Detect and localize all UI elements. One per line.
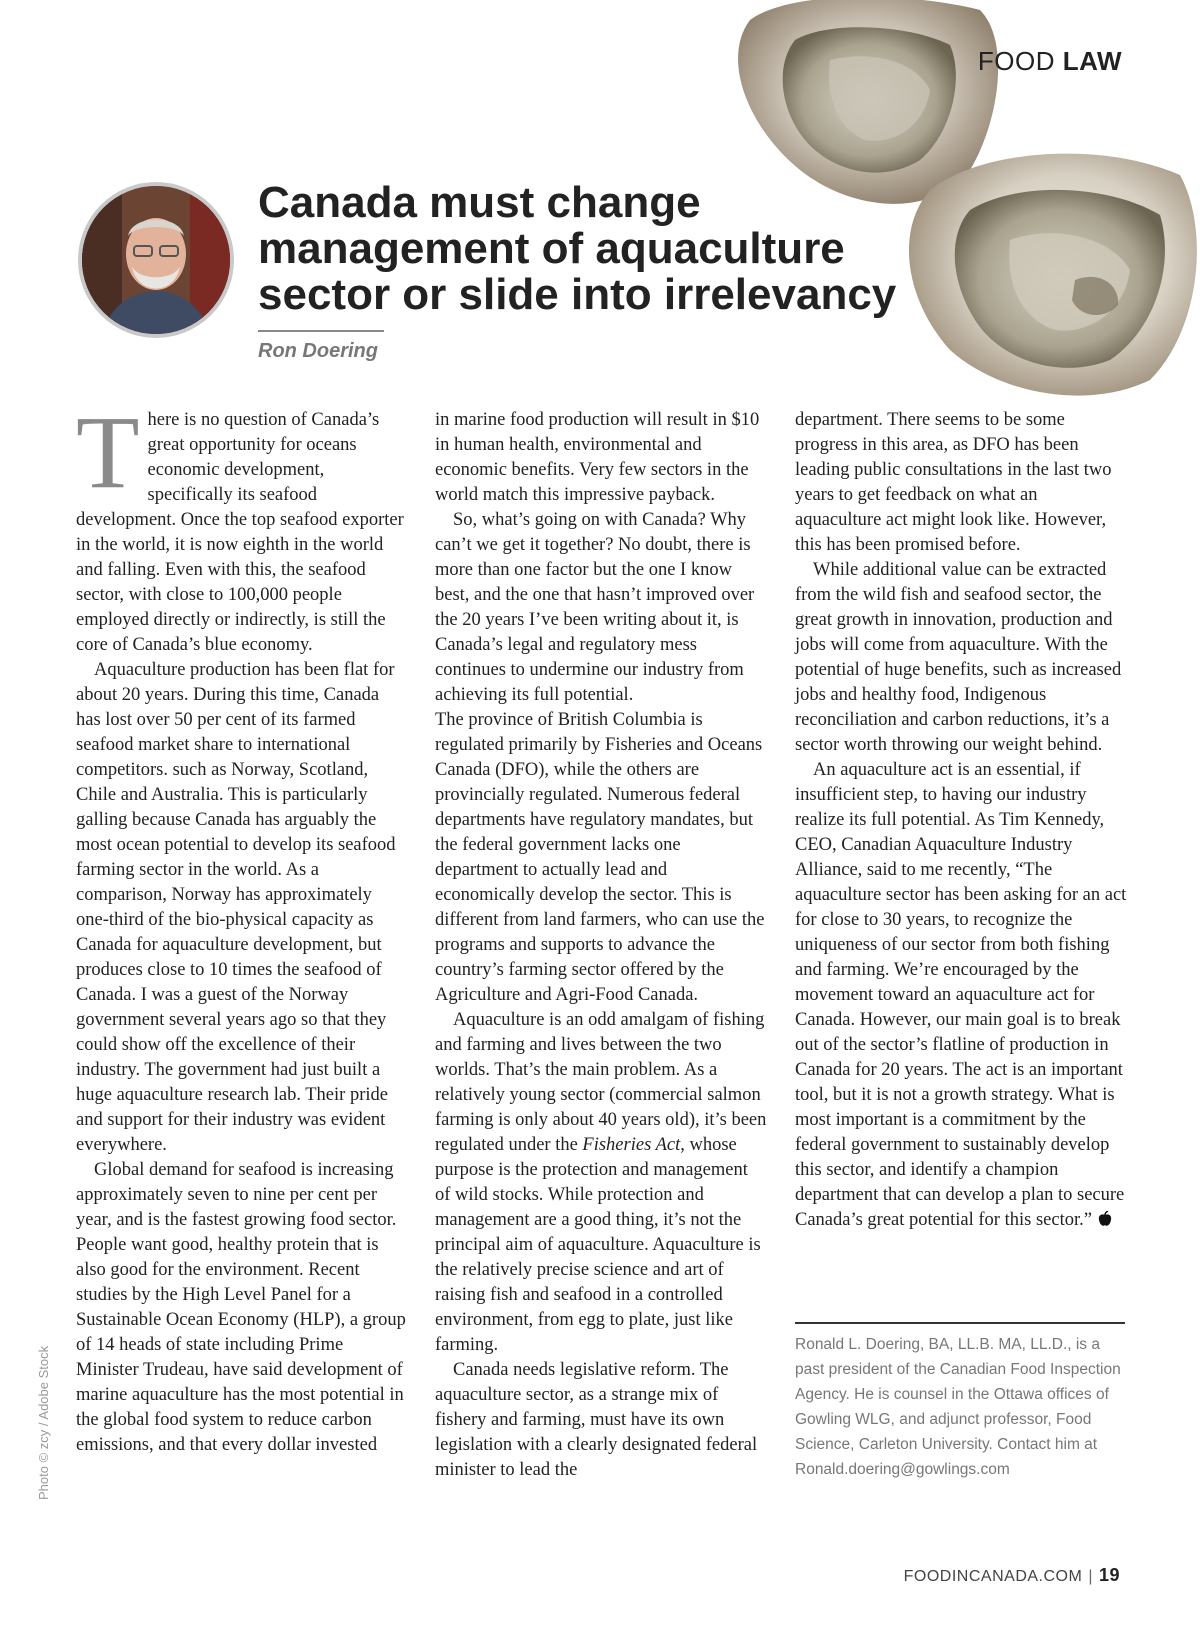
section-label-light: FOOD xyxy=(977,46,1063,76)
col2-paragraph-4 xyxy=(435,1008,767,1358)
article-byline: Ron Doering xyxy=(258,340,378,362)
article-column-2 xyxy=(435,408,767,1483)
col3-paragraph-1: department. There seems to be some progress in this area, as DFO has been leading public consultations in the last two years to get feedback on what an aquaculture act might look like. However, this has been promised before. xyxy=(795,410,1112,555)
bio-rule xyxy=(795,1322,1125,1324)
drop-cap: T xyxy=(76,395,140,510)
article-headline: Canada must change management of aquaculture sector or slide into irrelevancy xyxy=(258,178,897,319)
col3-p3-text: An aquaculture act is an essential, if insufficient step, to having our industry realize its full potential. As Tim Kennedy, CEO, Canadian Aquaculture Industry Alliance, said to me recently, “The aquaculture sector has been asking for an act for close to 30 years, to recognize the uniqueness of our sector from both fishing and farming. We’re encouraged by the movement toward an aquaculture act for Canada. However, our main goal is to break out of the sector’s flatline of production in Canada for 20 years. The act is an important tool, but it is not a growth strategy. What is most important is a commitment by the federal government to sustainably develop this sector, and identify a champion department that can develop a plan to secure Canada’s great potential for this sector.” xyxy=(795,760,1127,1230)
section-label-bold: LAW xyxy=(1062,46,1122,76)
col3-paragraph-3 xyxy=(795,758,1127,1233)
section-label xyxy=(978,46,1122,77)
article-column-3 xyxy=(795,408,1127,1233)
page-number: 19 xyxy=(1098,1565,1120,1585)
page-footer xyxy=(904,1565,1120,1586)
col2-paragraph-2: So, what’s going on with Canada? Why can’t we get it together? No doubt, there is more than one factor but the one I know best, and the one that hasn’t improved over the 20 years I’ve been writing about it, is Canada’s legal and regulatory mess continues to undermine our industry from achieving its full potential. xyxy=(435,510,755,705)
photo-credit: Photo © zcy / Adobe Stock xyxy=(36,1345,51,1500)
author-bio: Ronald L. Doering, BA, LL.B. MA, LL.D., is a past president of the Canadian Food Inspection Agency. He is counsel in the Ottawa offices of Gowling WLG, and adjunct professor, Food Science, Carleton University. Contact him at Ronald.doering@gowlings.com xyxy=(795,1336,1121,1478)
col2-paragraph-5: Canada needs legislative reform. The aquaculture sector, as a strange mix of fishery and farming, must have its own legislation with a clearly designated federal minister to lead the xyxy=(435,1360,758,1480)
fisheries-act-title: Fisheries Act xyxy=(582,1135,681,1155)
col2-paragraph-1: in marine food production will result in $10 in human health, environmental and economic benefits. Very few sectors in the world match this impressive payback. xyxy=(435,410,760,505)
byline-rule xyxy=(258,330,384,332)
col1-paragraph-1: here is no question of Canada’s great opportunity for oceans economic development, specifically its seafood development. Once the top seafood exporter in the world, it is now eighth in the world and falling. Even with this, the seafood sector, with close to 100,000 people employed directly or indirectly, is still the core of Canada’s blue economy. xyxy=(76,410,404,655)
apple-icon xyxy=(1098,1211,1112,1227)
col1-paragraph-3: Global demand for seafood is increasing approximately seven to nine per cent per year, and is the fastest growing food sector. People want good, healthy protein that is also good for the environment. Recent studies by the High Level Panel for a Sustainable Ocean Economy (HLP), a group of 14 heads of state including Prime Minister Trudeau, have said development of marine aquaculture has the most potential in the global food system to reduce carbon emissions, and that every dollar invested xyxy=(76,1160,406,1455)
col3-paragraph-2: While additional value can be extracted from the wild fish and seafood sector, the great growth in innovation, production and jobs will come from aquaculture. With the potential of huge benefits, such as increased jobs and healthy food, Indigenous reconciliation and carbon reductions, it’s a sector worth throwing our weight behind. xyxy=(795,560,1122,755)
article-column-1 xyxy=(76,395,408,1458)
col2-p4-start: Aquaculture is an odd amalgam of fishing and farming and lives between the two worlds. That’s the main problem. As a relatively young sector (commercial salmon farming is only about 40 years old), it’s been regulated under the xyxy=(435,1010,767,1155)
portrait-image xyxy=(82,186,230,334)
col2-p4-end: , whose purpose is the protection and management of wild stocks. While protection and management are a good thing, it’s not the principal aim of aquaculture. Aquaculture is the relatively precise science and art of raising fish and seafood in a controlled environment, from egg to plate, just like farming. xyxy=(435,1135,761,1355)
footer-site[interactable]: FOODINCANADA.COM xyxy=(903,1568,1083,1585)
col1-paragraph-2: Aquaculture production has been flat for about 20 years. During this time, Canada has lost over 50 per cent of its farmed seafood market share to international competitors. such as Norway, Scotland, Chile and Australia. This is particularly galling because Canada has arguably the most ocean potential to develop its seafood farming sector in the world. As a comparison, Norway has approximately one-third of the bio-physical capacity as Canada for aquaculture development, but produces close to 10 times the seafood of Canada. I was a guest of the Norway government several years ago so that they could show off the excellence of their industry. The government had just built a huge aquaculture research lab. Their pride and support for their industry was evident everywhere. xyxy=(76,660,396,1155)
footer-separator: | xyxy=(1088,1568,1093,1585)
author-portrait xyxy=(78,182,234,338)
col2-paragraph-3: The province of British Columbia is regulated primarily by Fisheries and Oceans Canada (DFO), while the others are provincially regulated. Numerous federal departments have regulatory mandates, but the federal government lacks one department to actually lead and economically develop the sector. This is different from land farmers, who can use the programs and supports to advance the country’s farming sector offered by the Agriculture and Agri-Food Canada. xyxy=(435,710,765,1005)
